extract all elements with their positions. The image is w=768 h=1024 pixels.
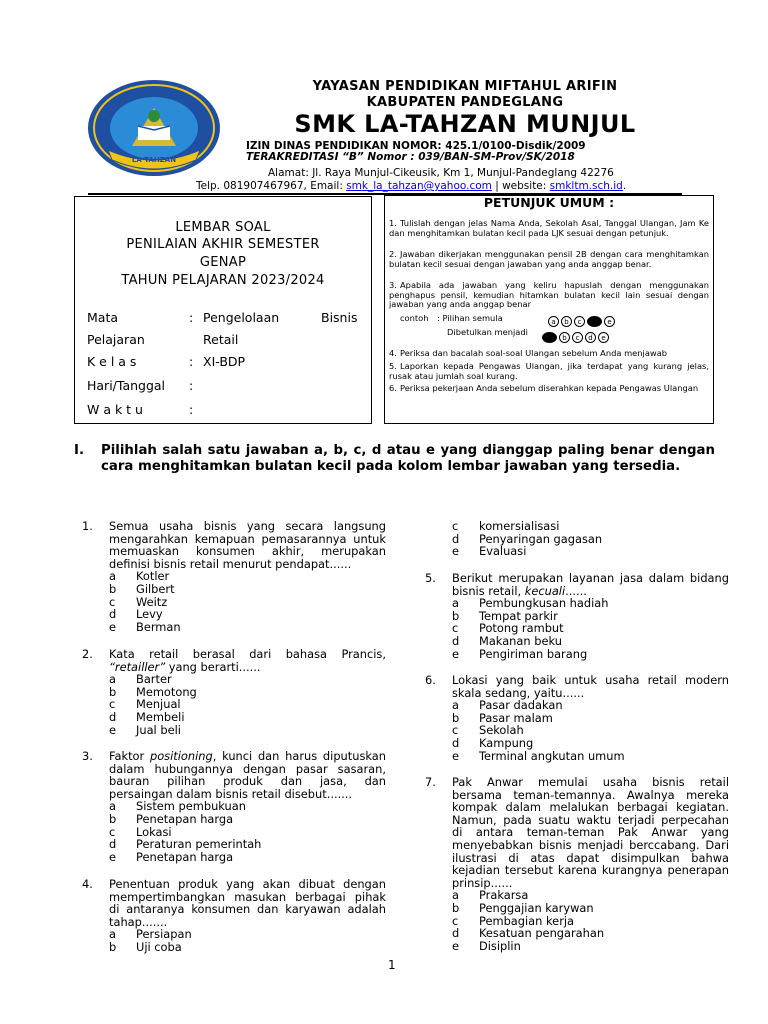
option-letter: b — [452, 608, 460, 623]
school-name: SMK LA-TAHZAN MUNJUL — [294, 110, 636, 138]
question-text-line: Semua usaha bisnis yang secara langsung — [109, 519, 386, 533]
question-text-line: “retailler” yang berarti...... — [109, 659, 261, 674]
question-number: 7. — [425, 775, 436, 789]
question-number: 1. — [82, 519, 93, 533]
bubble-filled — [542, 332, 557, 343]
option-text: Berman — [136, 619, 181, 634]
question-text-line: Lokasi yang baik untuk usaha retail modern — [452, 673, 729, 687]
question-text-line: memuaskan konsumen akhir, merupakan — [109, 544, 386, 559]
option-letter: e — [109, 849, 117, 864]
option-letter: a — [109, 672, 116, 687]
colon: : — [189, 378, 194, 393]
email-link[interactable]: smk_la_tahzan@yahoo.com — [346, 180, 492, 192]
option-content — [109, 851, 233, 864]
option-content — [109, 941, 182, 954]
question-text-line: Namun, pada suatu waktu terjadi perpecahan — [452, 812, 729, 827]
exam-info-box — [74, 196, 372, 424]
exam-title-1: LEMBAR SOAL — [175, 220, 271, 235]
page-number: 1 — [388, 958, 396, 972]
bubble-a: a — [548, 316, 559, 327]
option-text: Pembagian kerja — [479, 913, 575, 928]
option-text: Penetapan harga — [136, 812, 234, 826]
option-text: Pasar dadakan — [479, 698, 563, 713]
option-text: Gilbert — [136, 582, 175, 596]
instructions-title: PETUNJUK UMUM : — [483, 195, 615, 210]
option-letter: c — [109, 697, 116, 712]
example-bubbles-2 — [542, 327, 611, 346]
option-text: Weitz — [136, 594, 168, 609]
option-letter: e — [109, 619, 117, 634]
option-content — [452, 648, 587, 661]
contact-line — [196, 180, 626, 192]
option-letter: d — [452, 531, 460, 546]
svg-text:LA TAHZAN: LA TAHZAN — [131, 156, 177, 164]
exam-title-2: PENILAIAN AKHIR SEMESTER — [126, 237, 320, 252]
bubble-e: e — [604, 316, 615, 327]
option-letter: a — [109, 569, 116, 584]
option-letter: d — [452, 926, 460, 941]
option-letter: a — [109, 927, 116, 942]
question-number: 3. — [82, 749, 93, 763]
option-letter: d — [452, 736, 460, 750]
question-text-line: di antara teman-teman Pak Anwar yang — [452, 825, 729, 840]
option-letter: c — [452, 621, 459, 636]
option-text: Penetapan harga — [136, 849, 234, 864]
option-text: Kampung — [479, 736, 534, 750]
subject-value-1a: Pengelolaan — [203, 310, 280, 325]
subject-label-2: Pelajaran — [87, 332, 145, 347]
option-text: Sekolah — [479, 723, 524, 738]
instruction-item: 6. Periksa pekerjaan Anda sebelum diserahkan kepada Pengawas Ulangan — [389, 383, 699, 393]
bubble-c: c — [574, 316, 585, 327]
colon: : — [189, 402, 194, 417]
date-label: Hari/Tanggal — [87, 378, 166, 393]
question-text-line: persaingan dalam bisnis retail disebut....... — [109, 786, 353, 801]
exam-title-3: GENAP — [199, 255, 247, 270]
option-text: Jual beli — [136, 722, 181, 737]
option-letter: e — [452, 748, 460, 763]
option-letter: c — [452, 519, 459, 533]
option-letter: d — [109, 710, 117, 724]
example-first-label: : Pilihan semula — [437, 313, 503, 323]
option-letter: e — [452, 544, 460, 559]
option-content — [109, 621, 181, 634]
question-text-line: mempertimbangkan masukan berbagai pihak — [109, 889, 386, 904]
option-letter: d — [109, 607, 117, 622]
instruction-item: 4. Periksa dan bacalah soal-soal Ulangan sebelum Anda menjawab — [389, 348, 668, 358]
option-letter: d — [452, 634, 460, 648]
instruction-item: 5. Laporkan kepada Pengawas Ulangan, jika terdapat yang kurang jelas, rusak atau jumlah soal kurang. — [389, 361, 709, 381]
option-content — [452, 750, 625, 763]
question-text-line: skala sedang, yaitu...... — [452, 685, 585, 700]
colon: : — [189, 310, 194, 325]
instruction-item: 2. Jawaban dikerjakan menggunakan pensil 2B dengan cara menghitamkan bulatan kecil sesuai dengan jawaban yang anda anggap benar. — [389, 249, 709, 269]
instruction-item: 1. Tulislah dengan jelas Nama Anda, Sekolah Asal, Tanggal Ulangan, Jam Ke dan menghitamkan bulatan kecil pada LJK sesuai dengan petunjuk. — [389, 218, 709, 238]
bubble-c: c — [572, 332, 583, 343]
option-letter: e — [452, 938, 460, 953]
colon: : — [189, 354, 194, 369]
question-text-line: definisi bisnis retail menurut pendapat...... — [109, 556, 352, 571]
option-letter: a — [452, 888, 459, 903]
question-text-line: Penentuan produk yang akan dibuat dengan — [109, 877, 386, 891]
option-text: Menjual — [136, 697, 181, 712]
question-number: 2. — [82, 647, 93, 661]
option-text: Kesatuan pengarahan — [479, 926, 605, 941]
option-letter: b — [109, 812, 117, 826]
subject-label: Mata — [87, 310, 119, 325]
example-fixed-label: Dibetulkan menjadi — [447, 327, 528, 337]
section-number: I. — [74, 443, 84, 458]
option-letter: e — [109, 722, 117, 737]
option-letter: b — [452, 901, 460, 915]
option-text: Barter — [136, 672, 172, 687]
option-text: Pengiriman barang — [479, 646, 588, 661]
instruction-item: 3. Apabila ada jawaban yang keliru hapuslah dengan menggunakan penghapus pensil, kemudian hitamkan bulatan kecil lain sesuai dengan jawaban yang anda anggap benar — [389, 280, 709, 310]
question-text-line: Berikut merupakan layanan jasa dalam bidang — [452, 571, 729, 585]
option-text: Terminal angkutan umum — [479, 748, 625, 763]
option-text: Kotler — [136, 569, 170, 584]
option-content — [452, 927, 604, 940]
option-letter: a — [452, 698, 459, 713]
question-text-line: bersama teman-temannya. Awalnya mereka — [452, 787, 729, 802]
website-label: | website: — [491, 180, 550, 192]
option-text: komersialisasi — [479, 519, 560, 533]
question-number: 6. — [425, 673, 436, 687]
question-text-line: kejadian tersebut karena kurangnya penerapan — [452, 863, 729, 878]
option-text: Peraturan pemerintah — [136, 837, 262, 852]
option-text: Makanan beku — [479, 634, 562, 648]
option-letter: c — [452, 913, 459, 928]
question-text-line: bisnis retail, kecuali...... — [452, 583, 587, 598]
question-text-line: mengarahkan kemapuan pemasarannya untuk — [109, 531, 386, 546]
bubble-e: e — [598, 332, 609, 343]
option-letter: b — [109, 940, 117, 954]
period: . — [622, 180, 627, 192]
option-content — [452, 940, 521, 953]
option-letter: b — [109, 582, 117, 596]
option-text: Memotong — [136, 684, 197, 699]
option-letter: c — [452, 723, 459, 738]
option-text: Potong rambut — [479, 621, 564, 636]
question-text-line: kompak dalam melalukan berbagai kegiatan. — [452, 800, 729, 815]
option-text: Pembungkusan hadiah — [479, 596, 609, 611]
bubble-d: d — [585, 332, 596, 343]
option-text: Evaluasi — [479, 544, 527, 559]
phone-label: Telp. 081907467967, Email: — [196, 180, 347, 192]
question-number: 5. — [425, 571, 436, 585]
option-text: Disiplin — [479, 938, 521, 953]
option-letter: e — [452, 646, 460, 661]
exam-title-4: TAHUN PELAJARAN 2023/2024 — [121, 273, 325, 288]
bubble-filled — [587, 316, 602, 327]
question-text-line: prinsip...... — [452, 875, 513, 890]
option-text: Levy — [136, 607, 163, 622]
address: Alamat: Jl. Raya Munjul-Cikeusik, Km 1, Munjul-Pandeglang 42276 — [268, 167, 614, 179]
option-letter: a — [109, 799, 116, 814]
section-text: Pilihlah salah satu jawaban a, b, c, d atau e yang dianggap paling benar dengan cara menghitamkan bulatan kecil pada kolom lembar jawaban yang tersedia. — [101, 443, 715, 474]
option-text: Lokasi — [136, 824, 172, 839]
option-letter: b — [109, 684, 117, 699]
question-text-line: bauran pilihan produk dan jasa, dan — [109, 774, 386, 789]
question-text-line: Kata retail berasal dari bahasa Prancis, — [109, 647, 386, 661]
subject-value-1b: Bisnis — [321, 310, 358, 325]
option-letter: d — [109, 837, 117, 852]
bubble-b: b — [561, 316, 572, 327]
option-letter: b — [452, 710, 460, 725]
permit-number: IZIN DINAS PENDIDIKAN NOMOR: 425.1/0100-Disdik/2009 — [246, 140, 586, 152]
question-text-line: di antaranya konsumen dan karyawan adalah — [109, 902, 386, 917]
option-text: Prakarsa — [479, 888, 529, 903]
time-label: W a k t u — [87, 402, 143, 417]
foundation-name: YAYASAN PENDIDIKAN MIFTAHUL ARIFIN — [312, 79, 618, 94]
accreditation: TERAKREDITASI “B” Nomor : 039/BAN-SM-Prov/SK/2018 — [246, 151, 575, 163]
option-text: Uji coba — [136, 940, 182, 954]
question-text-line: menyebabkan bisnis menjadi berccabang. Dari — [452, 838, 729, 852]
option-text: Sistem pembukuan — [136, 799, 246, 814]
option-text: Membeli — [136, 710, 185, 724]
option-text: Penyaringan gagasan — [479, 531, 603, 546]
option-letter: a — [452, 596, 459, 611]
general-instructions-box — [384, 195, 714, 424]
question-number: 4. — [82, 877, 93, 891]
question-text-line: dalam hubungannya dengan pasar sasaran, — [109, 761, 386, 776]
option-content — [452, 545, 526, 558]
question-text-line: ilustrasi di atas dapat disimpulkan bahwa — [452, 850, 729, 865]
option-content — [109, 724, 181, 737]
example-label: contoh — [400, 313, 429, 323]
question-text-line: Pak Anwar memulai usaha bisnis retail — [452, 775, 729, 789]
bubble-b: b — [559, 332, 570, 343]
question-text-line: Faktor positioning, kunci dan harus diputuskan — [109, 749, 386, 763]
option-text: Tempat parkir — [479, 608, 558, 623]
option-letter: c — [109, 824, 116, 839]
option-text: Pasar malam — [479, 710, 553, 725]
option-content — [452, 533, 602, 546]
example-row-1 — [400, 313, 503, 323]
website-link[interactable]: smkltm.sch.id — [549, 180, 623, 192]
class-value: XI-BDP — [203, 354, 246, 369]
option-text: Persiapan — [136, 927, 192, 942]
option-text: Penggajian karywan — [479, 901, 594, 915]
question-text-line: tahap....... — [109, 914, 168, 929]
regency-name: KABUPATEN PANDEGLANG — [366, 95, 564, 110]
class-label: K e l a s — [87, 354, 137, 369]
subject-value-2: Retail — [203, 332, 239, 347]
option-letter: c — [109, 594, 116, 609]
